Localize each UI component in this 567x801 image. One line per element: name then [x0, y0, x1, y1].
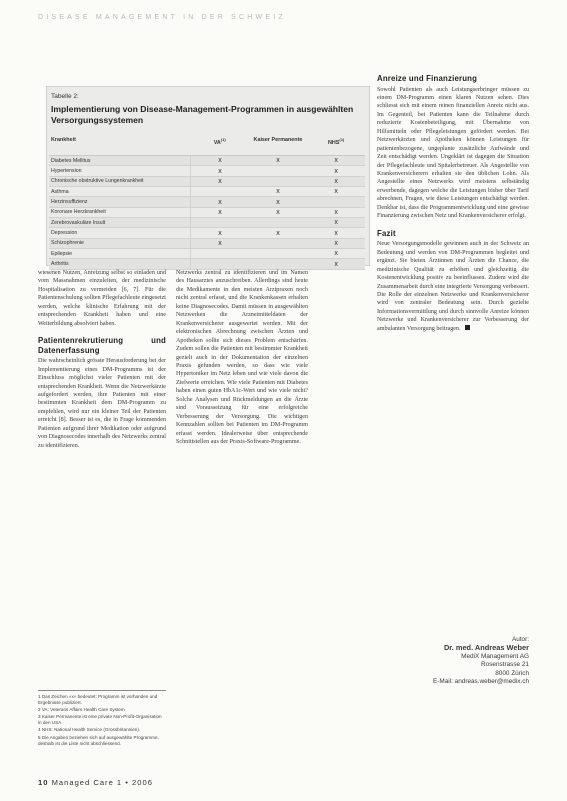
header-kaiser: Kaiser Permanente [249, 137, 308, 156]
disease-name-cell: Herzinsuffizienz [49, 197, 191, 207]
table-row [49, 238, 365, 248]
program-mark-cell: x [307, 156, 365, 166]
program-mark-cell: x [191, 207, 249, 217]
table-row [49, 249, 365, 259]
author-city: 8000 Zürich [495, 669, 529, 677]
disease-name-cell: Epilepsie [49, 249, 191, 259]
disease-name-cell: Arthritis [49, 259, 191, 269]
disease-name-cell: Zerebrovaskuläre Insult [49, 218, 191, 228]
program-mark-cell: x [191, 166, 249, 176]
program-mark-cell [249, 166, 308, 176]
program-mark-cell: x [191, 176, 249, 186]
program-mark-cell: x [249, 197, 308, 207]
disease-table [49, 137, 365, 270]
program-mark-cell: x [191, 156, 249, 166]
left-paragraph-1: wiesenen Nutzen, Anreizung selbst so einladen und vom Massnahmen einzuleiten, der medizinische Hospitalisation zu vermeiden [6, 7]. Für die Patientenschulung sollten Pflegefachleute eingesetzt werden, welche klinische Erfahrung mit der entsprechenden Krankheit haben und eine Weiterbildung absolviert haben. [38, 270, 166, 327]
footnote-rule [38, 690, 166, 691]
disease-name-cell: Koronare Herzkrankheit [49, 207, 191, 217]
right-column [377, 74, 529, 333]
footnote: 4 NHS: National Health Service (Grossbritannien). [38, 727, 141, 733]
table-label: Tabelle 2: [51, 93, 79, 100]
section-heading-conclusion: Fazit [377, 228, 396, 238]
author-email[interactable]: E-Mail: andreas.weber@medix.ch [433, 678, 529, 686]
program-mark-cell: x [249, 156, 308, 166]
program-mark-cell [249, 259, 308, 269]
footnotes [38, 694, 166, 748]
program-mark-cell: x [307, 259, 365, 269]
header-disease: Krankheit [49, 137, 191, 156]
program-mark-cell: x [249, 228, 308, 238]
program-mark-cell: x [191, 197, 249, 207]
disease-name-cell: Diabetes Mellitus [49, 156, 191, 166]
disease-name-cell: Depression [49, 228, 191, 238]
program-mark-cell: x [307, 238, 365, 248]
program-mark-cell: x [307, 176, 365, 186]
program-mark-cell [307, 197, 365, 207]
disease-name-cell: Asthma [49, 187, 191, 197]
left-paragraph-2: Die wahrscheinlich grösste Herausforderung bei der Implementierung eines DM-Programms ist der Einschluss möglichst vieler Patienten mit der entsprechenden Krankheit. Wenn die Netzwerkärzte aufgefordert werden, ihre Patienten mit einer bestimmten Krankheit dem DM-Programm zu empfehlen, wird nur ein kleiner Teil der Patienten erreicht [8]. Besser ist es, die in Frage kommenden Patienten aufgrund ihrer Medikation oder aufgrund von Diagnosecodes innerhalb des Netzwerks zentral zu identifizieren. [38, 358, 166, 449]
journal-name: Managed Care 1 • 2006 [51, 778, 153, 787]
footnote: 3 Kaiser Permanente ist eine private Non-Profit-Organisation in den USA. [38, 714, 162, 726]
footnote: 2 VA: Veterans Affairs Health Care System [38, 707, 125, 713]
table-row [49, 187, 365, 197]
program-mark-cell: x [191, 238, 249, 248]
section-heading-incentives: Anreize und Finanzierung [377, 74, 478, 83]
table-row [49, 176, 365, 186]
program-mark-cell [249, 249, 308, 259]
footnote: 1 Das Zeichen «x» bedeutet: Programm ist vorhanden und Ergebnisse publiziert. [38, 694, 158, 706]
program-mark-cell: x [307, 187, 365, 197]
program-mark-cell: x [249, 187, 308, 197]
header-nhs: NHS$^{(1)}$ [307, 137, 365, 156]
table-box [46, 86, 370, 266]
program-mark-cell: x [307, 207, 365, 217]
program-mark-cell: x [249, 207, 308, 217]
program-mark-cell [191, 218, 249, 228]
table-row [49, 197, 365, 207]
table-row [49, 259, 365, 269]
author-signature [377, 636, 529, 686]
right-paragraph-1: Sowohl Patienten als auch Leistungserbringer müssen zu einem DM-Programm einen klaren Nutzen sehen. Dies schliesst sich mit einem reinen finanziellen Anreiz nicht aus. Im Gegenteil, bei Patienten kann die Teilnahme durch reduzierte Kostenbeteiligung, mit Übernahme von Hilfsmitteln oder Pflegeleistungen gefördert werden. Bei Netzwerkärzten und Apotheken können Leistungen für patientenbezogene, ungeplante zusätzliche Aufwände und Zeit entschädigt werden. Ungeklärt ist dagegen die Situation der Pflegefachleute und Spitalerbetreuer. Als Angestellte von Krankenversicherern erhalten sie den üblichen Lohn. Als Angestellte eines Netzwerks wird meistens selbständig erwerbende, dagegen welche die Leistungen bisher über Tarif abrechnen, Fragen, wie diese Leistungen entschädigt werden. Denkbar ist, dass die Programmentwicklung und eine gewisse Finanzierung zwischen Netz und Krankenversicherer erfolgt. [377, 86, 529, 220]
table-header-row [49, 137, 365, 156]
middle-column [176, 269, 308, 447]
header-va: VA$^{(1)}$ [191, 137, 249, 156]
running-header: DISEASE MANAGEMENT IN DER SCHWEIZ [38, 14, 286, 21]
table-row [49, 166, 365, 176]
disease-name-cell: Schizophrenie [49, 238, 191, 248]
program-mark-cell [191, 259, 249, 269]
program-mark-cell: x [307, 166, 365, 176]
footnote: 5 Die Angaben beziehen sich auf ausgewählte Programme, deshalb ist die Liste nicht abschliessend. [38, 734, 159, 746]
program-mark-cell [191, 249, 249, 259]
program-mark-cell: x [307, 249, 365, 259]
page-footer [38, 778, 153, 787]
middle-paragraph-1: Netzwerks zentral zu identifizieren und im Namen des Hausarztes anzuschreiben. Allerdings sind heute die Medikamente in den meisten Arztpraxen noch nicht zentral erfasst, und die Krankenkassen erhalten keine Diagnosecodes. Damit müssen in ausgewählten Netzwerken die Arzneimitteldaten der Krankenversicherer ausgewertet werden. Mit der elektronischen Abrechnung zwischen Ärzten und Apotheken sollte sich dieses Problem entschärfen. Zudem sollen die Patienten mit bestimmter Krankheit gezielt auch in der Dokumentation der einzelnen Praxis gefunden werden, so dass wie viele Hypertoniker im Netz leben und wie viele davon die Zielwerte erreichen. Wie viele Patienten mit Diabetes haben einen guten HbA1c-Wert und wie viele nicht? Solche Analysen und Rückmeldungen an die Ärzte sind Voraussetzung für eine erfolgreiche Verbesserung der Versorgung. Die wichtigen Kennzahlen sollten bei Patienten im DM-Programm erfasst werden. Idealerweise über entsprechende Schnittstellen aus der Praxis-Software-Programme. [176, 270, 308, 446]
right-paragraph-2: Neue Versorgungsmodelle gewinnen auch in der Schweiz an Bedeutung und werden von DM-Programmen begleitet und ergänzt. Sie bieten Ärztinnen und Ärzten die Chance, die medizinische Qualität zu erhöhen und gleichzeitig die Kostenentwicklung positiv zu beeinflussen. Zudem wird die Zusammenarbeit durch eine integrierte Versorgung verbessert. Die Rolle der einzelnen Netzwerke und Krankenversicherer wird von zentraler Bedeutung sein. Durch gezielte Informationsvermittlung und durch sinnvolle Anreize können Netzwerke und Krankenversicherer zur Verbesserung der ambulanten Versorgung beitragen. [377, 241, 529, 332]
program-mark-cell [249, 218, 308, 228]
program-mark-cell: x [307, 228, 365, 238]
author-org: MediX Management AG [461, 652, 529, 660]
disease-name-cell: Chronische obstruktive Lungenkrankheit [49, 176, 191, 186]
program-mark-cell [249, 176, 308, 186]
table-row [49, 207, 365, 217]
author-name: Dr. med. Andreas Weber [443, 643, 529, 653]
left-column [38, 269, 166, 450]
section-heading-recruitment: Patientenrekrutierung und Datenerfassung [38, 336, 166, 355]
table-title: Implementierung von Disease-Management-Programmen in ausgewählten Versorgungssystemen [51, 104, 354, 125]
page-number: 10 [38, 778, 49, 787]
table-row [49, 218, 365, 228]
program-mark-cell: x [307, 218, 365, 228]
author-label: Autor: [511, 636, 529, 643]
table-row [49, 228, 365, 238]
author-street: Rosenstrasse 21 [481, 661, 529, 669]
end-mark [465, 325, 470, 330]
table-row [49, 156, 365, 166]
program-mark-cell [191, 187, 249, 197]
disease-name-cell: Hypertension [49, 166, 191, 176]
program-mark-cell: x [191, 228, 249, 238]
program-mark-cell [249, 238, 308, 248]
